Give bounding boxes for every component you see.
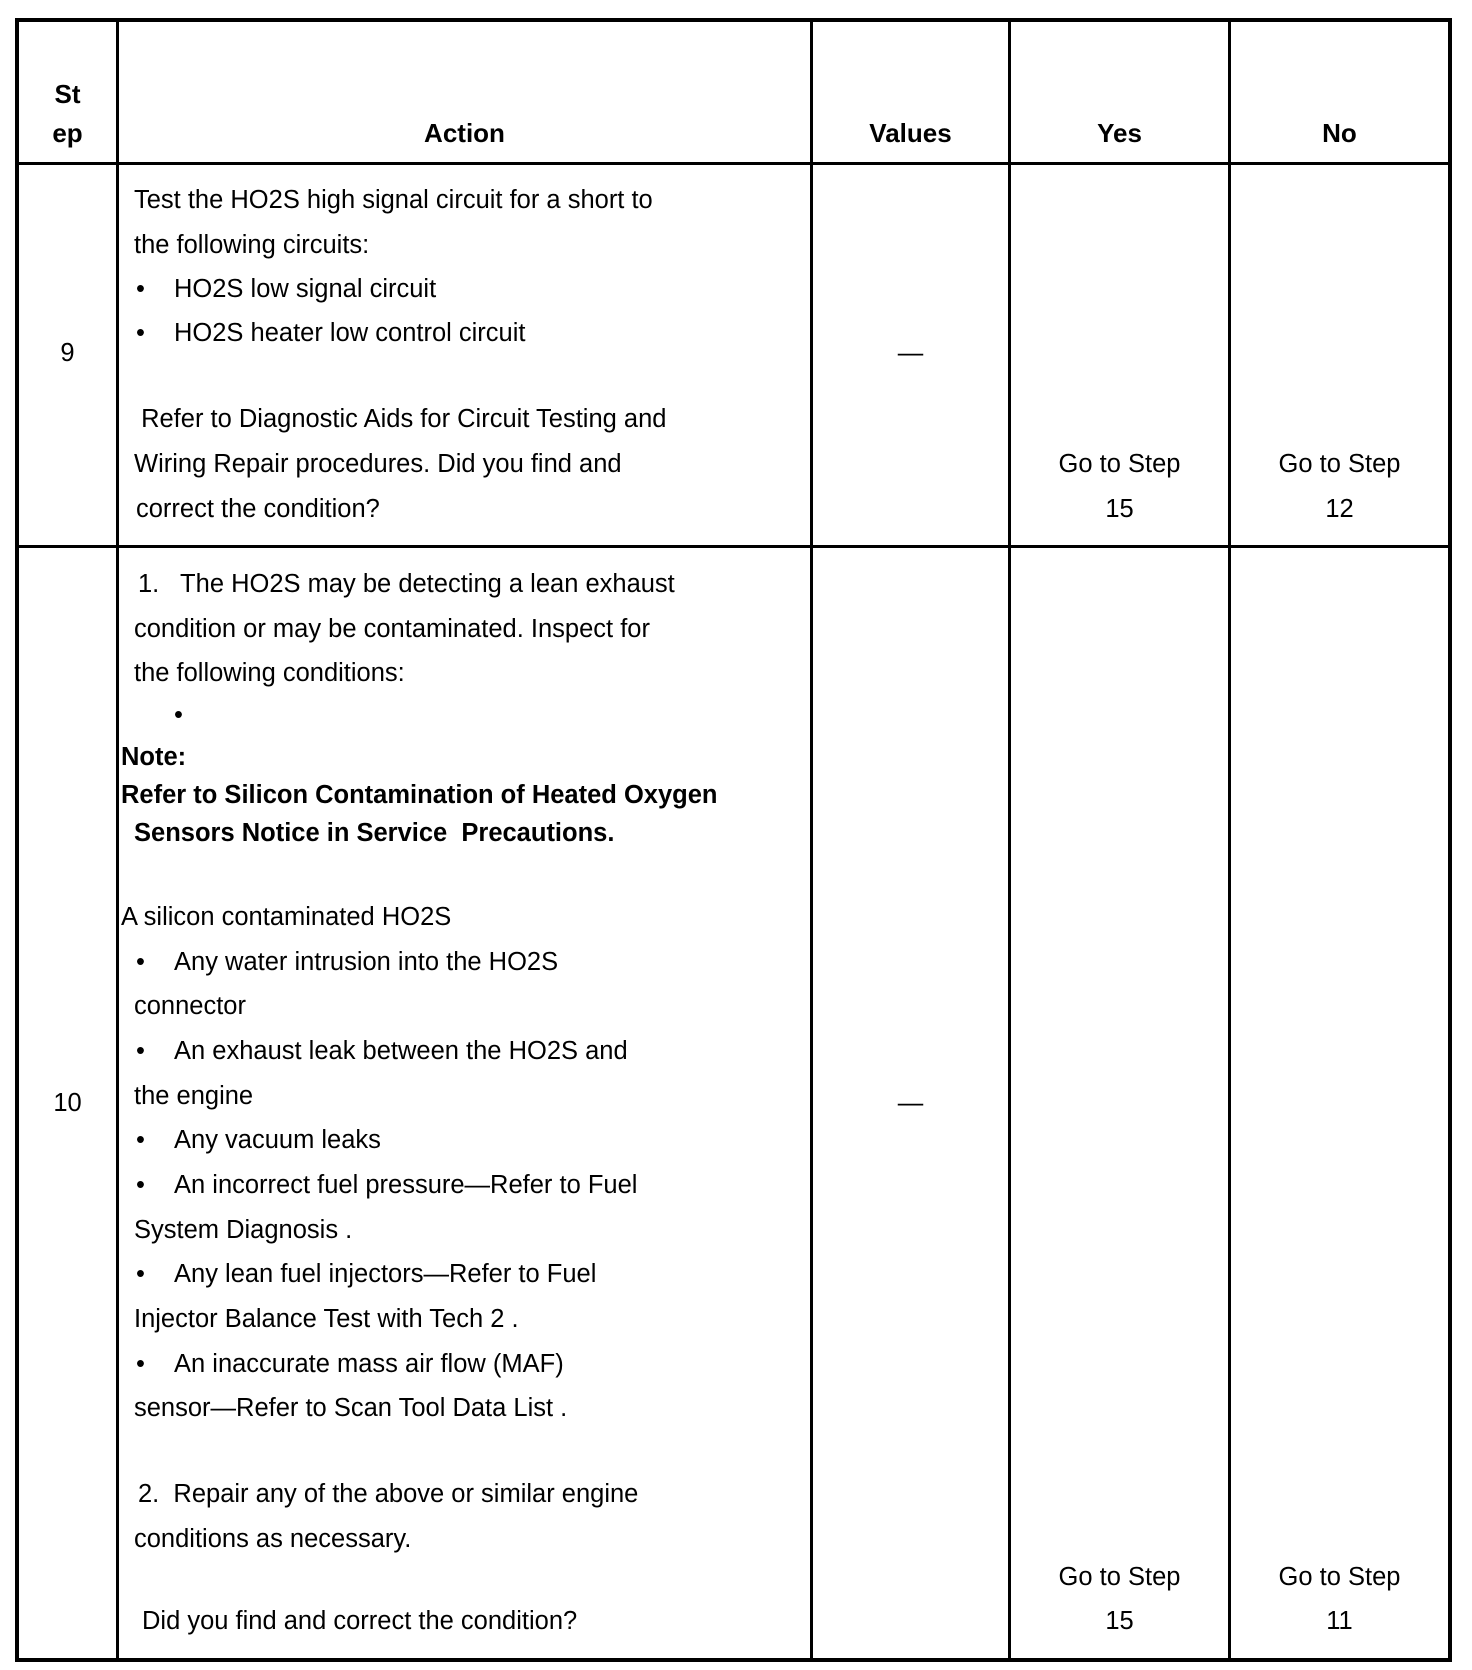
bullet-icon [136,274,145,304]
values-dash: — [897,339,924,367]
header-action: Action [424,118,505,148]
action-step2-line1: 2. Repair any of the above or similar engine [138,1480,639,1508]
bullet-item: Any vacuum leaks [174,1126,381,1154]
no-goto-step: 11 [1326,1607,1353,1635]
bullet-item: An inaccurate mass air flow (MAF) [174,1350,564,1378]
yes-goto-label: Go to Step [1058,1563,1181,1591]
header-yes: Yes [1097,118,1142,148]
column-divider-values [1008,18,1011,1662]
yes-goto-label: Go to Step [1058,450,1181,478]
column-divider-action [810,18,813,1662]
action-intro-line2: the following circuits: [134,231,370,259]
empty-bullet-icon [174,700,183,730]
bullet-item-continuation: System Diagnosis . [134,1216,353,1244]
note-label: Note: [121,743,187,771]
bullet-item-continuation: sensor—Refer to Scan Tool Data List . [134,1394,568,1422]
action-refer-line2: Wiring Repair procedures. Did you find and [134,450,622,478]
silicon-text: A silicon contaminated HO2S [121,903,452,931]
header-step-line2: ep [52,118,83,148]
bullet-item: HO2S heater low control circuit [174,319,526,347]
bullet-item-continuation: the engine [134,1082,254,1110]
bullet-item: An incorrect fuel pressure—Refer to Fuel [174,1171,638,1199]
action-refer-line3: correct the condition? [136,495,380,523]
values-dash: — [897,1089,924,1117]
note-text-line1: Refer to Silicon Contamination of Heated Oxygen [121,781,718,809]
header-values: Values [869,118,952,148]
bullet-icon [136,1125,145,1155]
bullet-icon [136,1259,145,1289]
bullet-icon [136,1170,145,1200]
header-no: No [1322,118,1357,148]
no-goto-step: 12 [1325,495,1354,523]
action-step1-line1: 1. The HO2S may be detecting a lean exhaust [138,570,675,598]
yes-goto-step: 15 [1105,1607,1134,1635]
note-text-line2: Sensors Notice in Service Precautions. [134,819,615,847]
step-number: 10 [53,1089,82,1117]
bullet-icon [136,1036,145,1066]
bullet-item-continuation: Injector Balance Test with Tech 2 . [134,1305,519,1333]
yes-goto-step: 15 [1105,495,1134,523]
column-divider-yes [1228,18,1231,1662]
step-number: 9 [60,339,75,367]
action-intro-line1: Test the HO2S high signal circuit for a short to [134,186,653,214]
table-border-right [1448,18,1452,1662]
table-border-bottom [15,1658,1452,1662]
bullet-item: Any water intrusion into the HO2S [174,948,559,976]
bullet-item: An exhaust leak between the HO2S and [174,1037,628,1065]
no-goto-label: Go to Step [1278,450,1401,478]
bullet-icon [136,318,145,348]
action-step1-line2: condition or may be contaminated. Inspect for [134,615,650,643]
action-question: Did you find and correct the condition? [142,1607,578,1635]
no-goto-label: Go to Step [1278,1563,1401,1591]
bullet-icon [136,947,145,977]
action-refer-line1: Refer to Diagnostic Aids for Circuit Testing and [134,405,667,433]
bullet-item: HO2S low signal circuit [174,275,437,303]
action-step2-line2: conditions as necessary. [134,1525,412,1553]
bullet-item-continuation: connector [134,992,246,1020]
header-step-line1: St [54,79,81,109]
header-divider [15,162,1452,165]
table-border-left [15,18,19,1662]
row-divider [15,545,1452,548]
action-step1-line3: the following conditions: [134,659,405,687]
column-divider-step [116,18,119,1662]
table-border-top [15,18,1452,22]
bullet-icon [136,1349,145,1379]
bullet-item: Any lean fuel injectors—Refer to Fuel [174,1260,597,1288]
